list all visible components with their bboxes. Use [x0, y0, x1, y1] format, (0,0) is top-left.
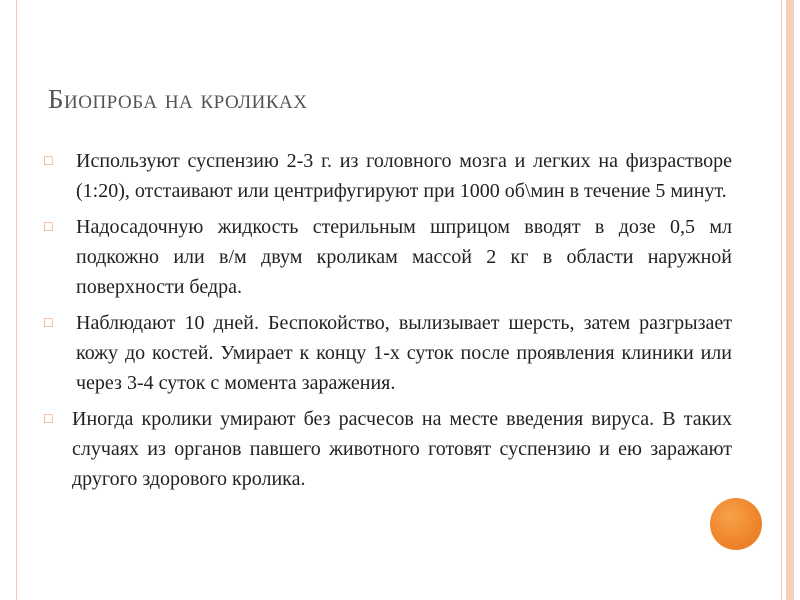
- bullet-text: Наблюдают 10 дней. Беспокойство, вылизывает шерсть, затем разгрызает кожу до костей. Умирает к концу 1-х суток после проявления клиники или через 3-4 суток с момента заражения.: [76, 312, 732, 394]
- bullet-text: Надосадочную жидкость стерильным шприцом вводят в дозе 0,5 мл подкожно или в/м двум кроликам массой 2 кг в области наружной поверхности бедра.: [76, 216, 732, 298]
- bullet-item: [44, 146, 744, 206]
- square-bullet-icon: □: [44, 220, 53, 235]
- bullet-item: [44, 404, 744, 494]
- square-bullet-icon: □: [44, 412, 53, 427]
- slide-title: Биопроба на кроликах: [48, 84, 308, 114]
- bullet-text: Иногда кролики умирают без расчесов на месте введения вируса. В таких случаях из органов павшего животного готовят суспензию и ею заражают другого здорового кролика.: [72, 408, 732, 490]
- bullet-item: [44, 308, 744, 398]
- bullet-text: Используют суспензию 2-3 г. из головного мозга и легких на физрастворе (1:20), отстаивают или центрифугируют при 1000 об\мин в течение 5 минут.: [76, 150, 732, 202]
- square-bullet-icon: □: [44, 316, 53, 331]
- square-bullet-icon: □: [44, 154, 53, 169]
- decorative-side-bar: [786, 0, 794, 600]
- bullet-item: [44, 212, 744, 302]
- orange-circle-decoration: [710, 498, 762, 550]
- bullet-list: [44, 146, 744, 500]
